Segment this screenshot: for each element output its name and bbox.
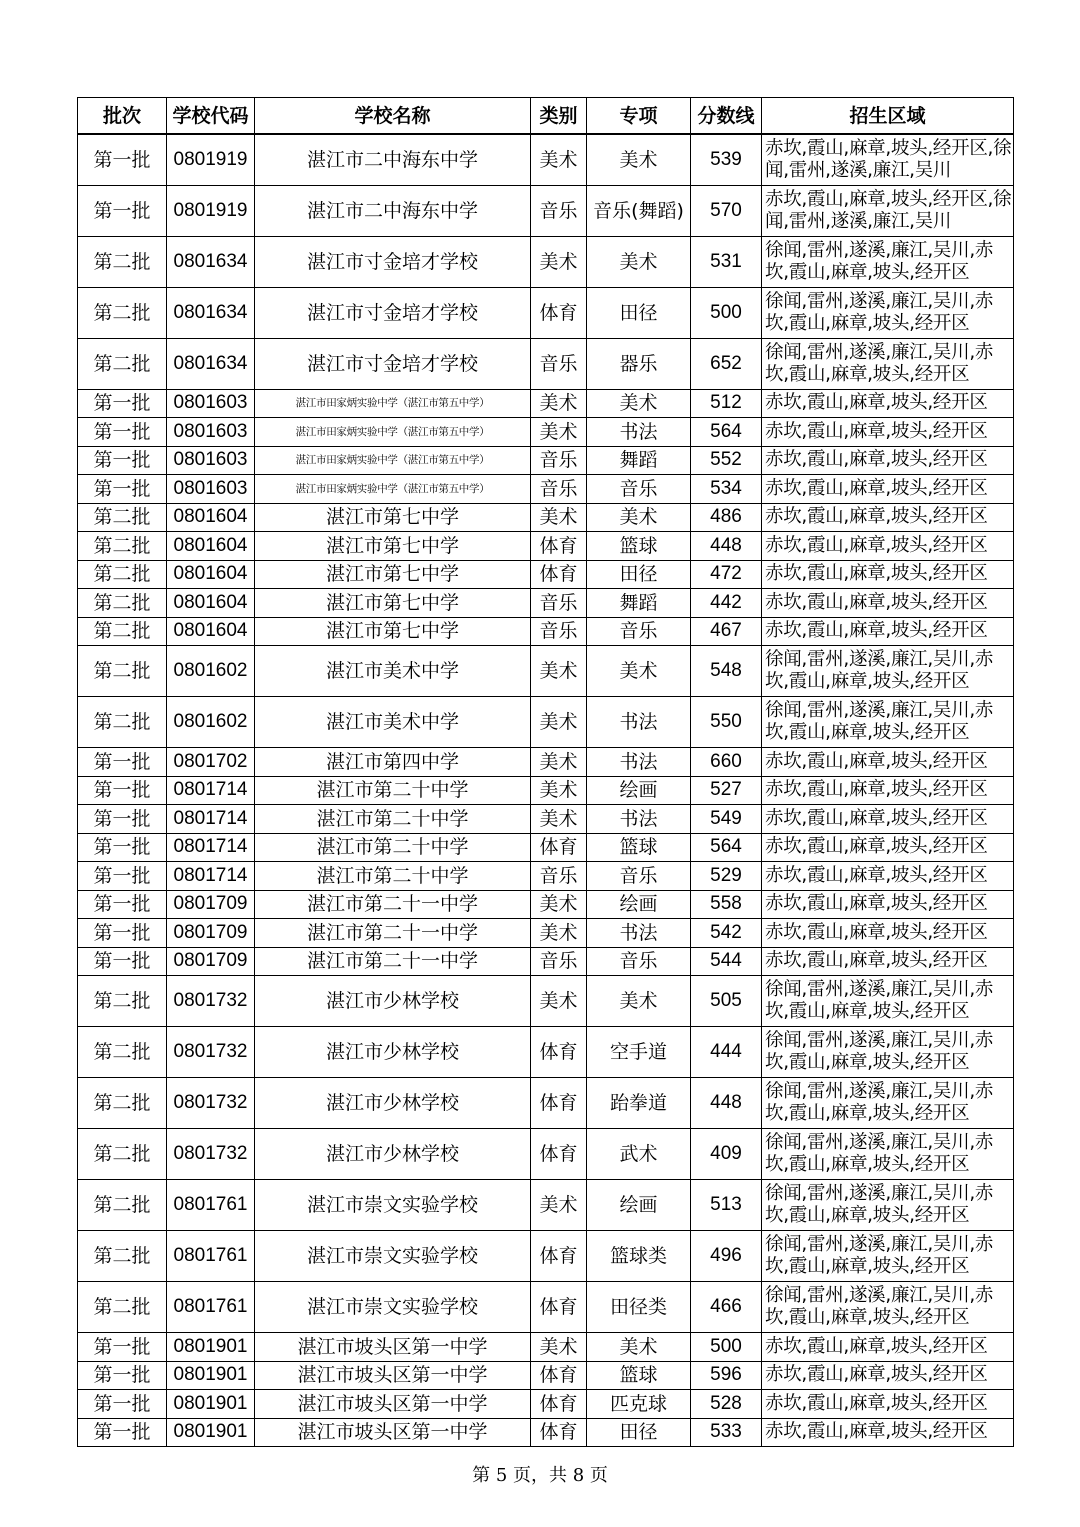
batch-cell: 第一批 [78, 418, 167, 447]
school-code-cell: 0801604 [167, 532, 255, 561]
batch-cell: 第二批 [78, 287, 167, 338]
header-category: 类别 [531, 98, 587, 135]
enrollment-region-cell: 赤坎,霞山,麻章,坡头,经开区 [762, 589, 1014, 618]
score-line-cell: 486 [691, 503, 762, 532]
category-cell: 美术 [531, 134, 587, 185]
special-item-cell: 音乐(舞蹈) [587, 185, 691, 236]
header-enrollment-region: 招生区域 [762, 98, 1014, 135]
table-row [78, 976, 1014, 1027]
category-cell: 美术 [531, 503, 587, 532]
special-item-cell: 美术 [587, 976, 691, 1027]
category-cell: 音乐 [531, 589, 587, 618]
table-row [78, 748, 1014, 777]
special-item-cell: 篮球 [587, 833, 691, 862]
school-code-cell: 0801603 [167, 418, 255, 447]
batch-cell: 第一批 [78, 748, 167, 777]
batch-cell: 第一批 [78, 1418, 167, 1447]
category-cell: 美术 [531, 976, 587, 1027]
enrollment-region-cell: 赤坎,霞山,麻章,坡头,经开区 [762, 617, 1014, 646]
school-name-cell: 湛江市第二十一中学 [255, 919, 531, 948]
score-line-cell: 512 [691, 389, 762, 418]
school-code-cell: 0801602 [167, 697, 255, 748]
school-name-cell: 湛江市第七中学 [255, 503, 531, 532]
school-code-cell: 0801714 [167, 833, 255, 862]
category-cell: 体育 [531, 560, 587, 589]
score-line-cell: 531 [691, 236, 762, 287]
table-row [78, 890, 1014, 919]
table-row [78, 418, 1014, 447]
school-name-cell: 湛江市寸金培才学校 [255, 287, 531, 338]
school-name-cell: 湛江市田家炳实验中学（湛江市第五中学） [255, 446, 531, 475]
school-code-cell: 0801604 [167, 503, 255, 532]
school-code-cell: 0801634 [167, 236, 255, 287]
table-row [78, 646, 1014, 697]
special-item-cell: 书法 [587, 805, 691, 834]
category-cell: 音乐 [531, 947, 587, 976]
enrollment-region-cell: 徐闻,雷州,遂溪,廉江,吴川,赤坎,霞山,麻章,坡头,经开区 [762, 1078, 1014, 1129]
table-row [78, 287, 1014, 338]
special-item-cell: 美术 [587, 503, 691, 532]
score-line-cell: 548 [691, 646, 762, 697]
table-row [78, 338, 1014, 389]
enrollment-region-cell: 赤坎,霞山,麻章,坡头,经开区,徐闻,雷州,遂溪,廉江,吴川 [762, 134, 1014, 185]
special-item-cell: 音乐 [587, 862, 691, 891]
batch-cell: 第二批 [78, 236, 167, 287]
category-cell: 美术 [531, 236, 587, 287]
enrollment-region-cell: 徐闻,雷州,遂溪,廉江,吴川,赤坎,霞山,麻章,坡头,经开区 [762, 976, 1014, 1027]
school-name-cell: 湛江市坡头区第一中学 [255, 1418, 531, 1447]
enrollment-region-cell: 徐闻,雷州,遂溪,廉江,吴川,赤坎,霞山,麻章,坡头,经开区 [762, 1231, 1014, 1282]
school-code-cell: 0801732 [167, 1027, 255, 1078]
enrollment-region-cell: 徐闻,雷州,遂溪,廉江,吴川,赤坎,霞山,麻章,坡头,经开区 [762, 236, 1014, 287]
school-name-cell: 湛江市少林学校 [255, 1078, 531, 1129]
school-name-cell: 湛江市第二十中学 [255, 862, 531, 891]
batch-cell: 第一批 [78, 862, 167, 891]
school-name-cell: 湛江市崇文实验学校 [255, 1282, 531, 1333]
batch-cell: 第一批 [78, 1390, 167, 1419]
admission-score-table [77, 97, 1014, 1447]
enrollment-region-cell: 赤坎,霞山,麻章,坡头,经开区 [762, 862, 1014, 891]
score-line-cell: 472 [691, 560, 762, 589]
school-code-cell: 0801901 [167, 1418, 255, 1447]
batch-cell: 第二批 [78, 532, 167, 561]
batch-cell: 第一批 [78, 1361, 167, 1390]
special-item-cell: 匹克球 [587, 1390, 691, 1419]
school-name-cell: 湛江市少林学校 [255, 1129, 531, 1180]
enrollment-region-cell: 赤坎,霞山,麻章,坡头,经开区 [762, 1333, 1014, 1362]
table-row [78, 697, 1014, 748]
category-cell: 美术 [531, 646, 587, 697]
header-score-line: 分数线 [691, 98, 762, 135]
category-cell: 体育 [531, 1390, 587, 1419]
enrollment-region-cell: 赤坎,霞山,麻章,坡头,经开区 [762, 560, 1014, 589]
special-item-cell: 田径 [587, 1418, 691, 1447]
school-name-cell: 湛江市美术中学 [255, 646, 531, 697]
category-cell: 音乐 [531, 185, 587, 236]
special-item-cell: 篮球类 [587, 1231, 691, 1282]
table-row [78, 1333, 1014, 1362]
school-name-cell: 湛江市第七中学 [255, 617, 531, 646]
special-item-cell: 美术 [587, 236, 691, 287]
category-cell: 体育 [531, 1129, 587, 1180]
table-row [78, 560, 1014, 589]
special-item-cell: 书法 [587, 418, 691, 447]
school-name-cell: 湛江市坡头区第一中学 [255, 1390, 531, 1419]
batch-cell: 第二批 [78, 617, 167, 646]
table-row [78, 532, 1014, 561]
table-row [78, 389, 1014, 418]
school-code-cell: 0801603 [167, 389, 255, 418]
batch-cell: 第一批 [78, 134, 167, 185]
special-item-cell: 音乐 [587, 617, 691, 646]
category-cell: 音乐 [531, 475, 587, 504]
score-line-cell: 444 [691, 1027, 762, 1078]
school-name-cell: 湛江市第二十中学 [255, 833, 531, 862]
table-row [78, 475, 1014, 504]
enrollment-region-cell: 徐闻,雷州,遂溪,廉江,吴川,赤坎,霞山,麻章,坡头,经开区 [762, 697, 1014, 748]
category-cell: 体育 [531, 1361, 587, 1390]
school-name-cell: 湛江市田家炳实验中学（湛江市第五中学） [255, 418, 531, 447]
batch-cell: 第二批 [78, 1180, 167, 1231]
table-row [78, 1282, 1014, 1333]
enrollment-region-cell: 赤坎,霞山,麻章,坡头,经开区 [762, 503, 1014, 532]
special-item-cell: 篮球 [587, 532, 691, 561]
score-line-cell: 529 [691, 862, 762, 891]
category-cell: 美术 [531, 389, 587, 418]
school-name-cell: 湛江市二中海东中学 [255, 185, 531, 236]
category-cell: 美术 [531, 805, 587, 834]
enrollment-region-cell: 徐闻,雷州,遂溪,廉江,吴川,赤坎,霞山,麻章,坡头,经开区 [762, 338, 1014, 389]
table-row [78, 617, 1014, 646]
batch-cell: 第一批 [78, 833, 167, 862]
special-item-cell: 美术 [587, 134, 691, 185]
enrollment-region-cell: 赤坎,霞山,麻章,坡头,经开区 [762, 475, 1014, 504]
table-row [78, 776, 1014, 805]
enrollment-region-cell: 赤坎,霞山,麻章,坡头,经开区 [762, 532, 1014, 561]
special-item-cell: 篮球 [587, 1361, 691, 1390]
school-code-cell: 0801761 [167, 1180, 255, 1231]
table-row [78, 833, 1014, 862]
score-line-cell: 500 [691, 287, 762, 338]
school-code-cell: 0801604 [167, 589, 255, 618]
batch-cell: 第一批 [78, 890, 167, 919]
school-code-cell: 0801634 [167, 287, 255, 338]
page-footer: 第 5 页，共 8 页 [472, 1465, 608, 1486]
score-line-cell: 564 [691, 833, 762, 862]
category-cell: 体育 [531, 1231, 587, 1282]
school-code-cell: 0801602 [167, 646, 255, 697]
table-row [78, 503, 1014, 532]
school-code-cell: 0801709 [167, 919, 255, 948]
batch-cell: 第一批 [78, 1333, 167, 1362]
school-name-cell: 湛江市第二十中学 [255, 776, 531, 805]
category-cell: 体育 [531, 1282, 587, 1333]
school-name-cell: 湛江市第七中学 [255, 532, 531, 561]
enrollment-region-cell: 赤坎,霞山,麻章,坡头,经开区 [762, 947, 1014, 976]
score-line-cell: 448 [691, 1078, 762, 1129]
school-code-cell: 0801702 [167, 748, 255, 777]
school-name-cell: 湛江市坡头区第一中学 [255, 1361, 531, 1390]
school-code-cell: 0801714 [167, 776, 255, 805]
score-line-cell: 448 [691, 532, 762, 561]
score-line-cell: 513 [691, 1180, 762, 1231]
category-cell: 美术 [531, 418, 587, 447]
school-name-cell: 湛江市田家炳实验中学（湛江市第五中学） [255, 475, 531, 504]
table-row [78, 919, 1014, 948]
special-item-cell: 器乐 [587, 338, 691, 389]
score-line-cell: 467 [691, 617, 762, 646]
batch-cell: 第一批 [78, 805, 167, 834]
batch-cell: 第二批 [78, 976, 167, 1027]
school-code-cell: 0801604 [167, 560, 255, 589]
enrollment-region-cell: 赤坎,霞山,麻章,坡头,经开区 [762, 389, 1014, 418]
table-header-row [78, 98, 1014, 135]
score-line-cell: 544 [691, 947, 762, 976]
batch-cell: 第二批 [78, 503, 167, 532]
special-item-cell: 绘画 [587, 890, 691, 919]
special-item-cell: 书法 [587, 919, 691, 948]
enrollment-region-cell: 赤坎,霞山,麻章,坡头,经开区 [762, 748, 1014, 777]
table-row [78, 1078, 1014, 1129]
table-row [78, 947, 1014, 976]
score-line-cell: 570 [691, 185, 762, 236]
category-cell: 美术 [531, 1333, 587, 1362]
batch-cell: 第一批 [78, 185, 167, 236]
school-code-cell: 0801634 [167, 338, 255, 389]
school-name-cell: 湛江市第七中学 [255, 560, 531, 589]
school-code-cell: 0801901 [167, 1390, 255, 1419]
school-name-cell: 湛江市第七中学 [255, 589, 531, 618]
table-row [78, 589, 1014, 618]
special-item-cell: 舞蹈 [587, 589, 691, 618]
score-line-cell: 528 [691, 1390, 762, 1419]
batch-cell: 第一批 [78, 389, 167, 418]
category-cell: 美术 [531, 1180, 587, 1231]
batch-cell: 第二批 [78, 338, 167, 389]
score-line-cell: 558 [691, 890, 762, 919]
special-item-cell: 绘画 [587, 776, 691, 805]
category-cell: 音乐 [531, 338, 587, 389]
table-row [78, 185, 1014, 236]
score-line-cell: 533 [691, 1418, 762, 1447]
category-cell: 美术 [531, 697, 587, 748]
school-code-cell: 0801709 [167, 890, 255, 919]
special-item-cell: 绘画 [587, 1180, 691, 1231]
score-line-cell: 652 [691, 338, 762, 389]
enrollment-region-cell: 徐闻,雷州,遂溪,廉江,吴川,赤坎,霞山,麻章,坡头,经开区 [762, 1282, 1014, 1333]
school-code-cell: 0801709 [167, 947, 255, 976]
enrollment-region-cell: 赤坎,霞山,麻章,坡头,经开区 [762, 919, 1014, 948]
enrollment-region-cell: 赤坎,霞山,麻章,坡头,经开区,徐闻,雷州,遂溪,廉江,吴川 [762, 185, 1014, 236]
category-cell: 美术 [531, 776, 587, 805]
school-code-cell: 0801919 [167, 134, 255, 185]
score-line-cell: 409 [691, 1129, 762, 1180]
school-code-cell: 0801732 [167, 1129, 255, 1180]
special-item-cell: 田径 [587, 287, 691, 338]
batch-cell: 第二批 [78, 1078, 167, 1129]
score-line-cell: 466 [691, 1282, 762, 1333]
special-item-cell: 美术 [587, 646, 691, 697]
batch-cell: 第二批 [78, 560, 167, 589]
category-cell: 体育 [531, 287, 587, 338]
school-name-cell: 湛江市崇文实验学校 [255, 1231, 531, 1282]
score-line-cell: 660 [691, 748, 762, 777]
batch-cell: 第一批 [78, 475, 167, 504]
school-code-cell: 0801714 [167, 805, 255, 834]
school-code-cell: 0801901 [167, 1333, 255, 1362]
school-name-cell: 湛江市坡头区第一中学 [255, 1333, 531, 1362]
school-name-cell: 湛江市少林学校 [255, 1027, 531, 1078]
table-row [78, 1418, 1014, 1447]
category-cell: 体育 [531, 1418, 587, 1447]
score-line-cell: 596 [691, 1361, 762, 1390]
school-name-cell: 湛江市美术中学 [255, 697, 531, 748]
batch-cell: 第二批 [78, 1231, 167, 1282]
batch-cell: 第二批 [78, 697, 167, 748]
header-school-code: 学校代码 [167, 98, 255, 135]
score-line-cell: 527 [691, 776, 762, 805]
table-row [78, 805, 1014, 834]
batch-cell: 第一批 [78, 446, 167, 475]
school-code-cell: 0801603 [167, 446, 255, 475]
table-body [78, 134, 1014, 1447]
school-name-cell: 湛江市寸金培才学校 [255, 236, 531, 287]
table-row [78, 134, 1014, 185]
school-code-cell: 0801732 [167, 1078, 255, 1129]
score-line-cell: 500 [691, 1333, 762, 1362]
enrollment-region-cell: 赤坎,霞山,麻章,坡头,经开区 [762, 418, 1014, 447]
score-line-cell: 542 [691, 919, 762, 948]
special-item-cell: 音乐 [587, 947, 691, 976]
batch-cell: 第二批 [78, 589, 167, 618]
special-item-cell: 空手道 [587, 1027, 691, 1078]
special-item-cell: 音乐 [587, 475, 691, 504]
special-item-cell: 舞蹈 [587, 446, 691, 475]
batch-cell: 第二批 [78, 646, 167, 697]
score-line-cell: 534 [691, 475, 762, 504]
enrollment-region-cell: 赤坎,霞山,麻章,坡头,经开区 [762, 890, 1014, 919]
table-row [78, 1129, 1014, 1180]
score-line-cell: 564 [691, 418, 762, 447]
special-item-cell: 武术 [587, 1129, 691, 1180]
score-line-cell: 442 [691, 589, 762, 618]
table-row [78, 1361, 1014, 1390]
table-row [78, 446, 1014, 475]
category-cell: 体育 [531, 1027, 587, 1078]
category-cell: 体育 [531, 1078, 587, 1129]
category-cell: 体育 [531, 833, 587, 862]
special-item-cell: 田径 [587, 560, 691, 589]
batch-cell: 第二批 [78, 1282, 167, 1333]
school-code-cell: 0801761 [167, 1282, 255, 1333]
category-cell: 音乐 [531, 446, 587, 475]
school-name-cell: 湛江市第二十中学 [255, 805, 531, 834]
score-line-cell: 549 [691, 805, 762, 834]
category-cell: 美术 [531, 919, 587, 948]
enrollment-region-cell: 徐闻,雷州,遂溪,廉江,吴川,赤坎,霞山,麻章,坡头,经开区 [762, 646, 1014, 697]
enrollment-region-cell: 徐闻,雷州,遂溪,廉江,吴川,赤坎,霞山,麻章,坡头,经开区 [762, 1129, 1014, 1180]
school-code-cell: 0801919 [167, 185, 255, 236]
category-cell: 美术 [531, 890, 587, 919]
school-name-cell: 湛江市田家炳实验中学（湛江市第五中学） [255, 389, 531, 418]
enrollment-region-cell: 徐闻,雷州,遂溪,廉江,吴川,赤坎,霞山,麻章,坡头,经开区 [762, 287, 1014, 338]
school-name-cell: 湛江市二中海东中学 [255, 134, 531, 185]
enrollment-region-cell: 赤坎,霞山,麻章,坡头,经开区 [762, 1361, 1014, 1390]
header-school-name: 学校名称 [255, 98, 531, 135]
school-name-cell: 湛江市崇文实验学校 [255, 1180, 531, 1231]
header-batch: 批次 [78, 98, 167, 135]
special-item-cell: 美术 [587, 389, 691, 418]
table-row [78, 1027, 1014, 1078]
table-row [78, 1180, 1014, 1231]
special-item-cell: 书法 [587, 748, 691, 777]
score-line-cell: 552 [691, 446, 762, 475]
special-item-cell: 田径类 [587, 1282, 691, 1333]
enrollment-region-cell: 赤坎,霞山,麻章,坡头,经开区 [762, 1390, 1014, 1419]
category-cell: 体育 [531, 532, 587, 561]
category-cell: 音乐 [531, 617, 587, 646]
school-code-cell: 0801761 [167, 1231, 255, 1282]
header-special-item: 专项 [587, 98, 691, 135]
school-code-cell: 0801732 [167, 976, 255, 1027]
score-line-cell: 539 [691, 134, 762, 185]
special-item-cell: 跆拳道 [587, 1078, 691, 1129]
enrollment-region-cell: 徐闻,雷州,遂溪,廉江,吴川,赤坎,霞山,麻章,坡头,经开区 [762, 1027, 1014, 1078]
enrollment-region-cell: 赤坎,霞山,麻章,坡头,经开区 [762, 776, 1014, 805]
score-line-cell: 505 [691, 976, 762, 1027]
special-item-cell: 书法 [587, 697, 691, 748]
table-row [78, 1390, 1014, 1419]
enrollment-region-cell: 赤坎,霞山,麻章,坡头,经开区 [762, 833, 1014, 862]
school-name-cell: 湛江市第二十一中学 [255, 947, 531, 976]
category-cell: 音乐 [531, 862, 587, 891]
batch-cell: 第二批 [78, 1129, 167, 1180]
batch-cell: 第一批 [78, 776, 167, 805]
score-line-cell: 550 [691, 697, 762, 748]
table-row [78, 1231, 1014, 1282]
category-cell: 美术 [531, 748, 587, 777]
table-row [78, 862, 1014, 891]
batch-cell: 第一批 [78, 947, 167, 976]
school-name-cell: 湛江市第四中学 [255, 748, 531, 777]
school-name-cell: 湛江市寸金培才学校 [255, 338, 531, 389]
enrollment-region-cell: 赤坎,霞山,麻章,坡头,经开区 [762, 1418, 1014, 1447]
enrollment-region-cell: 赤坎,霞山,麻章,坡头,经开区 [762, 805, 1014, 834]
batch-cell: 第一批 [78, 919, 167, 948]
school-name-cell: 湛江市少林学校 [255, 976, 531, 1027]
table-row [78, 236, 1014, 287]
school-name-cell: 湛江市第二十一中学 [255, 890, 531, 919]
school-code-cell: 0801603 [167, 475, 255, 504]
school-code-cell: 0801714 [167, 862, 255, 891]
score-line-cell: 496 [691, 1231, 762, 1282]
enrollment-region-cell: 徐闻,雷州,遂溪,廉江,吴川,赤坎,霞山,麻章,坡头,经开区 [762, 1180, 1014, 1231]
enrollment-region-cell: 赤坎,霞山,麻章,坡头,经开区 [762, 446, 1014, 475]
special-item-cell: 美术 [587, 1333, 691, 1362]
school-code-cell: 0801604 [167, 617, 255, 646]
batch-cell: 第二批 [78, 1027, 167, 1078]
school-code-cell: 0801901 [167, 1361, 255, 1390]
